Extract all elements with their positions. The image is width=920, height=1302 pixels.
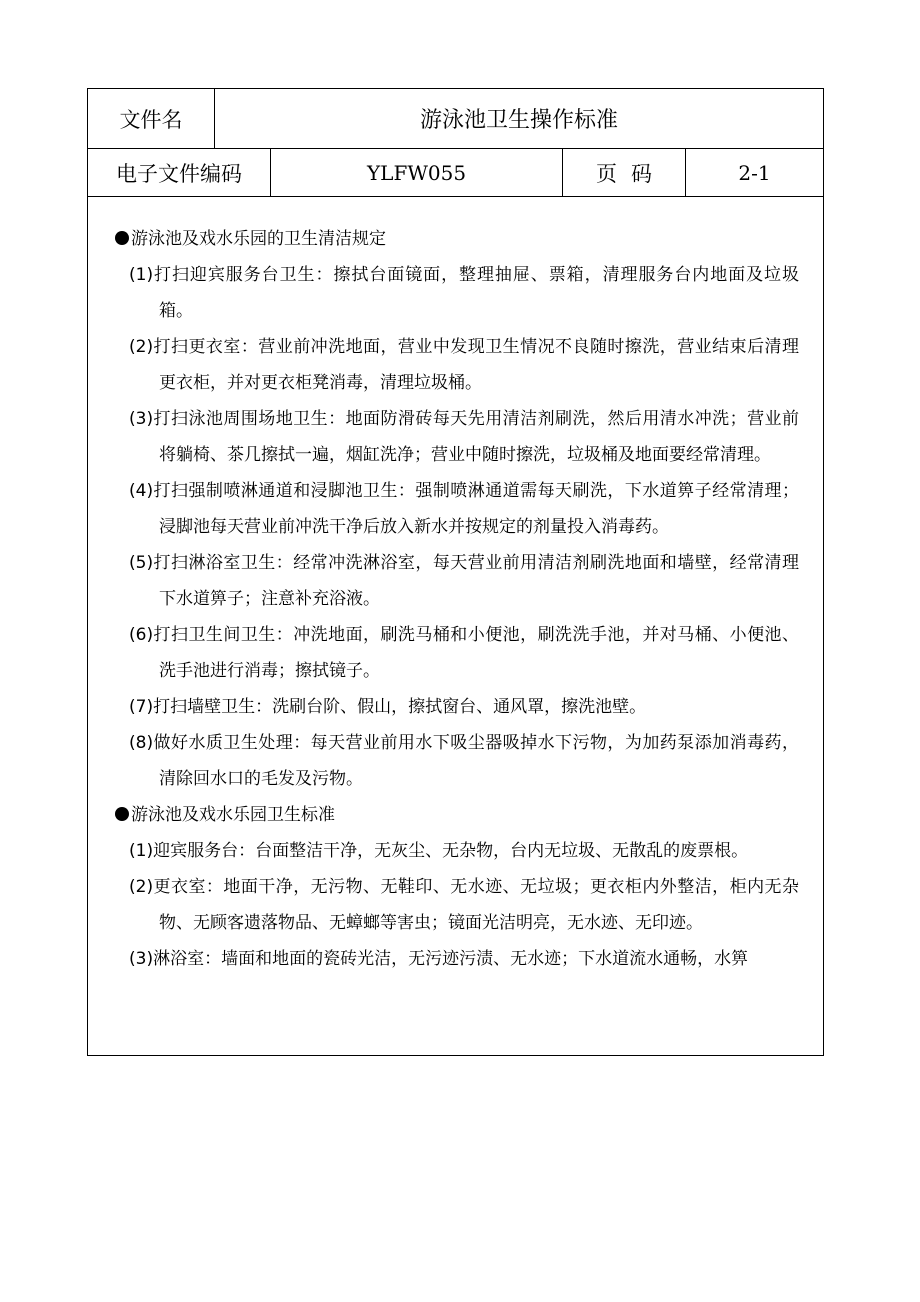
list-item: (5)打扫淋浴室卫生：经常冲洗淋浴室，每天营业前用清洁剂刷洗地面和墙壁，经常清理下水道箅子；注意补充浴液。 xyxy=(129,553,799,609)
list-item: (6)打扫卫生间卫生：冲洗地面，刷洗马桶和小便池，刷洗洗手池，并对马桶、小便池、洗手池进行消毒；擦拭镜子。 xyxy=(129,625,799,681)
file-name-label: 文件名 xyxy=(88,89,215,148)
list-item: (7)打扫墙壁卫生：洗刷台阶、假山，擦拭窗台、通风罩，擦洗池壁。 xyxy=(129,697,647,717)
list-item: (2)更衣室：地面干净，无污物、无鞋印、无水迹、无垃圾；更衣柜内外整洁，柜内无杂物、无顾客遗落物品、无蟑螂等害虫；镜面光洁明亮，无水迹、无印迹。 xyxy=(129,877,799,933)
header-row-title xyxy=(88,89,823,149)
document-title: 游泳池卫生操作标准 xyxy=(419,108,618,133)
section-title xyxy=(115,797,799,833)
list-item: (3)淋浴室：墙面和地面的瓷砖光洁，无污迹污渍、无水迹；下水道流水通畅，水箅 xyxy=(129,949,749,969)
list-item: (1)打扫迎宾服务台卫生：擦拭台面镜面，整理抽屉、票箱，清理服务台内地面及垃圾箱。 xyxy=(129,265,799,321)
bullet-icon xyxy=(115,807,129,821)
document-body xyxy=(88,197,823,1055)
file-code-label: 电子文件编码 xyxy=(88,149,271,196)
page-number: 2-1 xyxy=(738,160,771,185)
list-item: (1)迎宾服务台：台面整洁干净，无灰尘、无杂物，台内无垃圾、无散乱的废票根。 xyxy=(129,841,749,861)
page-label: 页码 xyxy=(563,149,686,196)
section-title-text: 游泳池及戏水乐园的卫生清洁规定 xyxy=(131,229,386,249)
header-row-meta xyxy=(88,149,823,197)
document-frame xyxy=(87,88,824,1056)
bullet-icon xyxy=(115,231,129,245)
section-title-text: 游泳池及戏水乐园卫生标准 xyxy=(131,805,335,825)
list-item: (4)打扫强制喷淋通道和浸脚池卫生：强制喷淋通道需每天刷洗，下水道箅子经常清理；浸脚池每天营业前冲洗干净后放入新水并按规定的剂量投入消毒药。 xyxy=(129,481,799,537)
list-item: (2)打扫更衣室：营业前冲洗地面，营业中发现卫生情况不良随时擦洗，营业结束后清理更衣柜，并对更衣柜凳消毒，清理垃圾桶。 xyxy=(129,337,799,393)
list-item: (3)打扫泳池周围场地卫生：地面防滑砖每天先用清洁剂刷洗，然后用清水冲洗；营业前将躺椅、茶几擦拭一遍，烟缸洗净；营业中随时擦洗，垃圾桶及地面要经常清理。 xyxy=(129,409,799,465)
section-title xyxy=(115,221,799,257)
list-item: (8)做好水质卫生处理：每天营业前用水下吸尘器吸掉水下污物，为加药泵添加消毒药，清除回水口的毛发及污物。 xyxy=(129,733,799,789)
file-code-value: YLFW055 xyxy=(271,149,563,196)
